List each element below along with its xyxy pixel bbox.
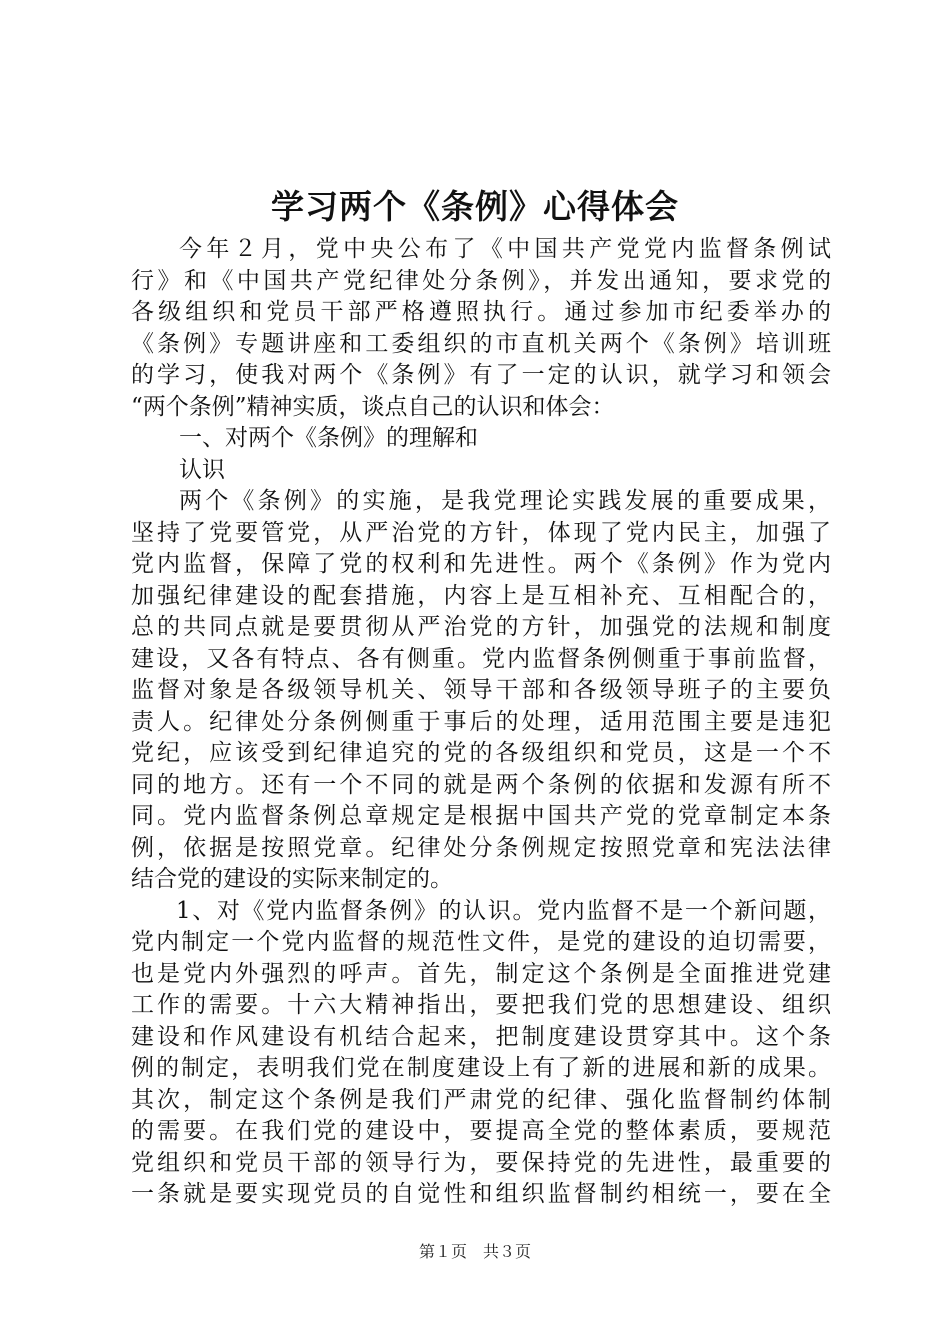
text-line: 1、对《党内监督条例》的认识。党内监督不是一个新问题， [176, 897, 831, 924]
text-line: 党内制定一个党内监督的规范性文件，是党的建设的迫切需要， [131, 929, 831, 955]
section-heading: 认识 [179, 456, 225, 483]
text-line: 党组织和党员干部的领导行为，要保持党的先进性，最重要的 [131, 1149, 831, 1176]
text-line: 同。党内监督条例总章规定是根据中国共产党的党章制定本条 [131, 803, 831, 829]
text-line: 例，依据是按照党章。纪律处分条例规定按照党章和宪法法律 [131, 834, 831, 861]
text-line: 也是党内外强烈的呼声。首先，制定这个条例是全面推进党建 [131, 960, 831, 987]
text-line: 其次，制定这个条例是我们严肃党的纪律、强化监督制约体制 [131, 1086, 831, 1113]
text-line: 监督对象是各级领导机关、领导干部和各级领导班子的主要负 [131, 677, 831, 703]
text-line: 今年２月，党中央公布了《中国共产党党内监督条例试 [179, 236, 831, 262]
text-line: 坚持了党要管党，从严治党的方针，体现了党内民主，加强了 [131, 519, 831, 546]
text-line: 结合党的建设的实际来制定的。 [131, 866, 453, 892]
text-line: “两个条例”精神实质，谈点自己的认识和体会： [131, 393, 615, 420]
text-line: 总的共同点就是要贯彻从严治党的方针，加强党的法规和制度 [131, 614, 831, 640]
text-line: 责人。纪律处分条例侧重于事后的处理，适用范围主要是违犯 [131, 708, 831, 735]
text-line: 行》和《中国共产党纪律处分条例》，并发出通知，要求党的 [131, 267, 831, 294]
text-line: 的需要。在我们党的建设中，要提高全党的整体素质，要规范 [131, 1118, 831, 1144]
text-line: 党纪，应该受到纪律追究的党的各级组织和党员，这是一个不 [131, 740, 831, 766]
text-line: 同的地方。还有一个不同的就是两个条例的依据和发源有所不 [131, 771, 831, 798]
section-heading: 一、对两个《条例》的理解和 [179, 425, 478, 451]
page-title: 学习两个《条例》心得体会 [271, 187, 679, 226]
text-line: 两个《条例》的实施，是我党理论实践发展的重要成果， [179, 488, 831, 514]
text-line: 一条就是要实现党员的自觉性和组织监督制约相统一，要在全 [131, 1181, 831, 1207]
text-line: 例的制定，表明我们党在制度建设上有了新的进展和新的成果。 [131, 1055, 831, 1081]
text-line: 加强纪律建设的配套措施，内容上是互相补充、互相配合的， [131, 582, 831, 609]
page-number: 第１页 共３页 [418, 1242, 531, 1261]
document-body [131, 234, 831, 1211]
text-line: 《条例》专题讲座和工委组织的市直机关两个《条例》培训班 [131, 330, 831, 357]
text-line: 工作的需要。十六大精神指出，要把我们党的思想建设、组织 [131, 992, 831, 1018]
text-line: 党内监督，保障了党的权利和先进性。两个《条例》作为党内 [131, 551, 831, 577]
text-line: 各级组织和党员干部严格遵照执行。通过参加市纪委举办的 [131, 299, 831, 325]
text-line: 建设和作风建设有机结合起来，把制度建设贯穿其中。这个条 [131, 1023, 831, 1050]
text-line: 的学习，使我对两个《条例》有了一定的认识，就学习和领会 [131, 362, 831, 388]
text-line: 建设，又各有特点、各有侧重。党内监督条例侧重于事前监督， [131, 645, 831, 672]
